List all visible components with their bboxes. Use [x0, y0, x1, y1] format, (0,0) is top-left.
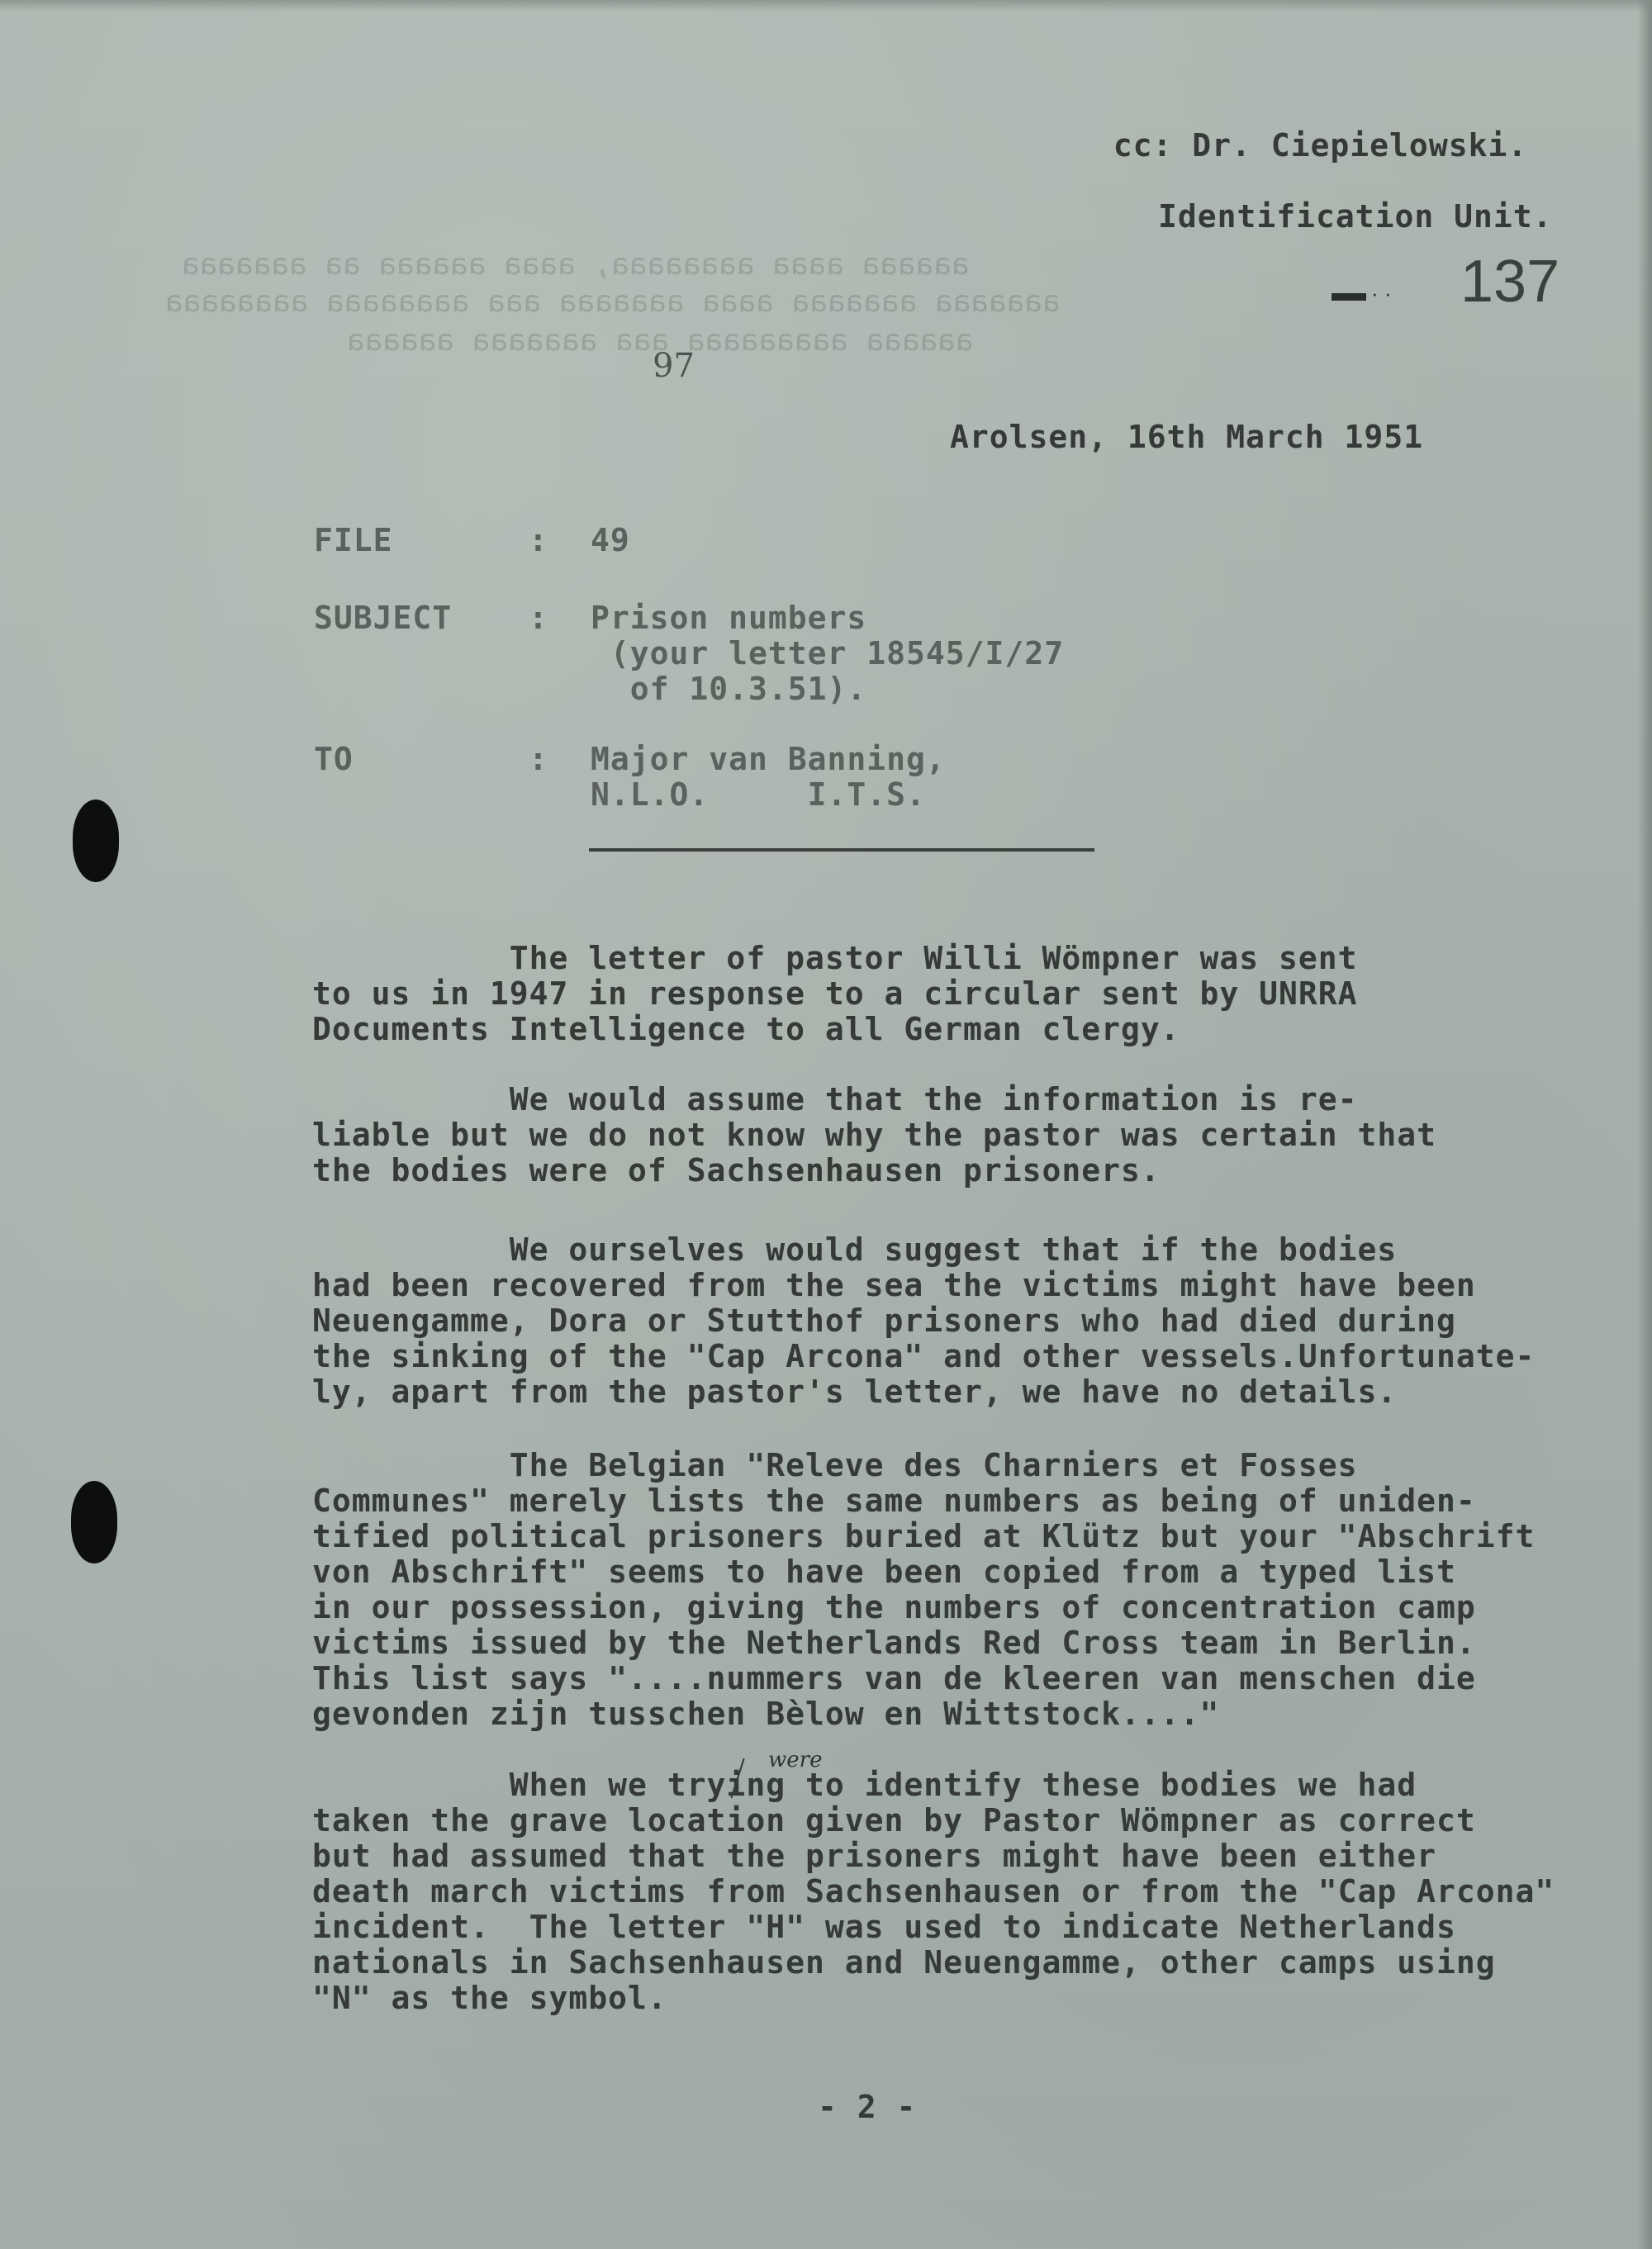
date-line: Arolsen, 16th March 1951 [950, 419, 1424, 455]
cc-line: cc: Dr. Ciepielowski. [1113, 127, 1528, 164]
punch-hole-bottom [71, 1481, 117, 1563]
paragraph-line: the sinking of the "Cap Arcona" and other vessels.Unfortunate- [312, 1338, 1536, 1374]
paragraph-line: We would assume that the information is re- [312, 1081, 1358, 1117]
to-line: Major van Banning, [591, 741, 946, 777]
paragraph-line: death march victims from Sachsenhausen or from the "Cap Arcona" [312, 1873, 1555, 1910]
paragraph-line: Neuengamme, Dora or Stutthof prisoners who had died during [312, 1302, 1456, 1339]
paragraph-line: in our possession, giving the numbers of concentration camp [312, 1589, 1476, 1625]
to-label: TO [314, 741, 354, 777]
stamp-dash-mark [1332, 293, 1366, 301]
subject-line: (your letter 18545/I/27 [591, 635, 1065, 671]
paragraph-line: This list says "....nummers van de kleeren van menschen die [312, 1660, 1476, 1696]
paragraph-line: "N" as the symbol. [312, 1980, 667, 2016]
cc-unit-line: Identification Unit. [1158, 198, 1553, 235]
paragraph-line: liable but we do not know why the pastor was certain that [312, 1117, 1437, 1153]
handwritten-insertion: were [768, 1748, 823, 1772]
paragraph-line: gevonden zijn tusschen Bèlow en Wittstock...." [312, 1696, 1220, 1732]
document-stamp-number: 137 [1460, 249, 1560, 315]
page-top-edge [0, 0, 1652, 12]
header-divider-rule [589, 848, 1094, 852]
subject-label: SUBJECT [314, 600, 453, 636]
handwritten-number: 97 [653, 347, 695, 385]
paragraph-line: to us in 1947 in response to a circular sent by UNRRA [312, 975, 1358, 1012]
to-colon: : [529, 741, 548, 777]
paragraph-line: nationals in Sachsenhausen and Neuengamme, other camps using [312, 1944, 1496, 1981]
paragraph-line: von Abschrift" seems to have been copied from a typed list [312, 1554, 1456, 1590]
paragraph-line: The Belgian "Releve des Charniers et Fosses [312, 1447, 1358, 1483]
paragraph-line: We ourselves would suggest that if the bodies [312, 1231, 1398, 1268]
page-right-edge [1637, 0, 1652, 2249]
file-colon: : [529, 522, 548, 558]
paragraph-line: Documents Intelligence to all German clergy. [312, 1011, 1180, 1047]
bleed-through-text: aaaaaa aaaa aaaaaaaa, aaaa aaaaaa aa aaaaaaa [182, 248, 970, 282]
paragraph-line: incident. The letter "H" was used to indicate Netherlands [312, 1909, 1456, 1945]
paragraph-line: victims issued by the Netherlands Red Cross team in Berlin. [312, 1625, 1476, 1661]
paragraph-line: the bodies were of Sachsenhausen prisoners. [312, 1152, 1161, 1189]
paragraph-line: The letter of pastor Willi Wömpner was sent [312, 940, 1358, 976]
cc-block [1074, 93, 1553, 270]
subject-line: Prison numbers [591, 600, 867, 636]
page-number: - 2 - [818, 2089, 917, 2125]
subject-colon: : [529, 600, 548, 636]
paragraph-line: tified political prisoners buried at Klütz but your "Abschrift [312, 1518, 1536, 1554]
bleed-through-text: aaaaaaa aaaaaaa aaaa aaaaaaa aaa aaaaaaaa aaaaaaaa [165, 285, 1061, 319]
to-line: N.L.O. I.T.S. [591, 776, 926, 813]
file-value: 49 [591, 522, 630, 558]
file-label: FILE [314, 522, 393, 558]
stamp-dots-mark: · · [1371, 281, 1392, 306]
bleed-through-text: aaaaaa aaaaaaaaa aaa aaaaaaa aaaaaa [347, 324, 974, 358]
paragraph-line: but had assumed that the prisoners might have been either [312, 1838, 1437, 1874]
subject-line: of 10.3.51). [591, 671, 867, 707]
paragraph-line: had been recovered from the sea the victims might have been [312, 1267, 1476, 1303]
punch-hole-top [73, 799, 119, 882]
paragraph-line: taken the grave location given by Pastor Wömpner as correct [312, 1802, 1476, 1839]
paragraph-line: ly, apart from the pastor's letter, we have no details. [312, 1374, 1398, 1410]
paragraph-line: Communes" merely lists the same numbers as being of uniden- [312, 1483, 1476, 1519]
paragraph-line: When we trying to identify these bodies we had [312, 1767, 1417, 1803]
